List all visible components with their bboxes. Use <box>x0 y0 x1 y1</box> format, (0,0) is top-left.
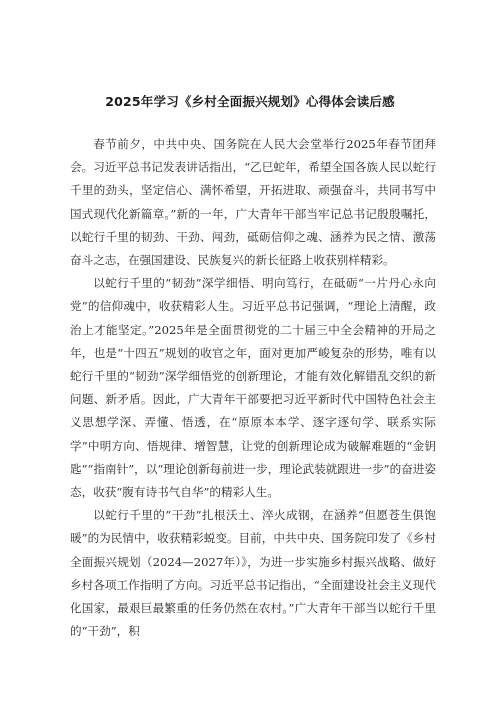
paragraph-1: 春节前夕，中共中央、国务院在人民大会堂举行2025年春节团拜会。习近平总书记发表讲话指出，“乙巳蛇年，希望全国各族人民以蛇行千里的劲头，坚定信心、满怀希望，开拓进取、顽强奋斗，共同书写中国式现代化新篇章。”新的一年，广大青年干部当牢记总书记殷殷嘱托，以蛇行千里的韧劲、干劲、闯劲，砥砺信仰之魂、涵养为民之情、激荡奋斗之志，在强国建设、民族复兴的新长征路上收获别样精彩。 <box>70 137 436 268</box>
document-body <box>70 133 436 643</box>
document-title: 2025年学习《乡村全面振兴规划》心得体会读后感 <box>105 94 395 109</box>
paragraph-3: 以蛇行千里的“干劲”扎根沃土、淬火成钢，在涵养“但愿苍生俱饱暖”的为民情中，收获精彩蜕变。目前，中共中央、国务院印发了《乡村全面振兴规划（2024—2027年）》，为进一步实施乡村振兴战略、做好乡村各项工作指明了方向。习近平总书记指出，“全面建设社会主义现代化国家，最艰巨最繁重的任务仍然在农村。”广大青年干部当以蛇行千里的“干劲”，积 <box>70 508 436 639</box>
paragraph-2: 以蛇行千里的“韧劲”深学细悟、明向笃行，在砥砺“一片丹心永向党”的信仰魂中，收获精彩人生。习近平总书记强调，“理论上清醒，政治上才能坚定。”2025年是全面贯彻党的二十届三中全会精神的开局之年，也是“十四五”规划的收官之年，面对更加严峻复杂的形势，唯有以蛇行千里的“韧劲”深学细悟党的创新理论，才能有效化解错乱交织的新问题、新矛盾。因此，广大青年干部要把习近平新时代中国特色社会主义思想学深、弄懂、悟透，在“原原本本学、逐字逐句学、联系实际学”中明方向、悟规律、增智慧，让党的创新理论成为破解难题的“金钥匙”“指南针”，以“理论创新每前进一步，理论武装就跟进一步”的奋进姿态，收获“腹有诗书气自华”的精彩人生。 <box>70 276 436 500</box>
